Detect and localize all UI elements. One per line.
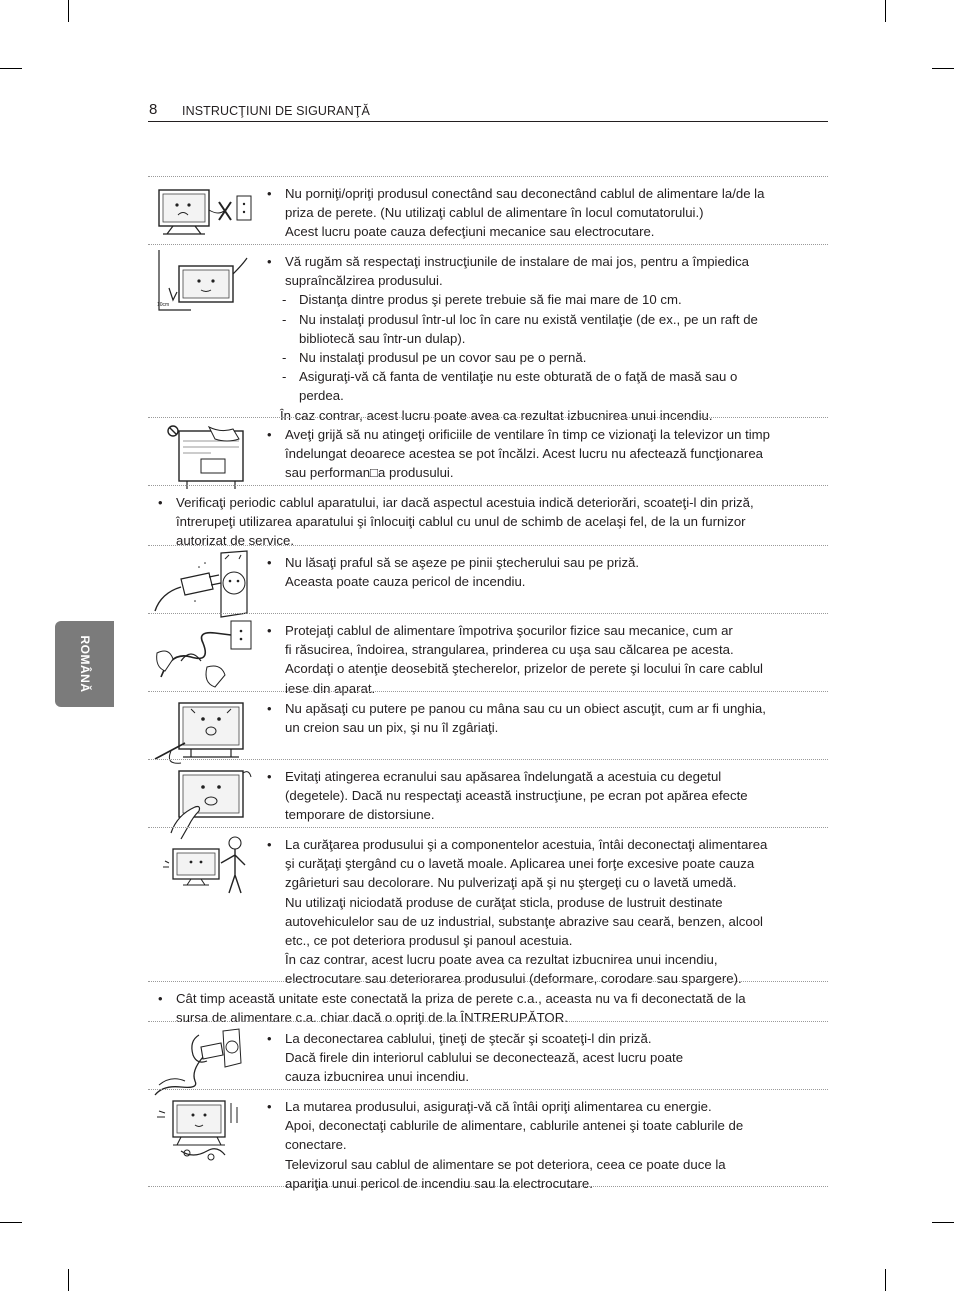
text-line: Apoi, deconectaţi cablurile de alimentare, cablurile antenei şi toate cablurile de [285, 1118, 744, 1134]
text-line: Nu instalaţi produsul într-ul loc în care nu există ventilaţie (de ex., pe un raft de [299, 311, 758, 327]
sub-item: - Nu instalaţi produsul într-ul loc în care nu există ventilaţie (de ex., pe un raft de bibliotecă sau într-un dulap). [285, 310, 820, 348]
text-line: Protejaţi cablul de alimentare împotriva şocurilor fizice sau mecanice, cum ar [285, 623, 733, 638]
sub-item: - Distanţa dintre produs şi perete trebuie să fie mai mare de 10 cm. [285, 290, 820, 309]
crop-mark [0, 1222, 22, 1223]
svg-text:10cm: 10cm [157, 302, 170, 308]
text-line: bibliotecă sau într-un dulap). [299, 330, 466, 346]
text-line: şi curăţaţi ştergând cu o lavetă moale. Aplicarea unei forţe excesive poate cauza [285, 856, 755, 872]
item-text: • La deconectarea cablului, ţineţi de ştecăr şi scoateţi-l din priză. Dacă firele din interiorul cablului se deconectează, acest lucru poate cauza izbucnirea unui incendiu. [285, 1029, 820, 1087]
text-line: fi răsucirea, îndoirea, strangularea, prinderea cu uşa sau călcarea pe acesta. [285, 642, 734, 658]
text-line: supraîncălzirea produsului. [285, 273, 443, 289]
item-text: • Evitaţi atingerea ecranului sau apăsarea îndelungată a acestuia cu degetul (degetele). Dacă nu respectaţi această instrucţiune, pe ecran pot apărea efecte temporare de distorsiune. [285, 767, 820, 825]
crop-mark [885, 1269, 886, 1291]
warning-line: În caz contrar, acest lucru poate avea ca rezultat izbucnirea unui incendiu. [280, 407, 713, 423]
text-line: Nu apăsaţi cu putere pe panou cu mâna sau cu un obiect ascuţit, cum ar fi unghia, [285, 701, 766, 716]
text-line: apariţia unui pericol de incendiu sau la electrocutare. [285, 1175, 593, 1191]
text-line: Nu utilizaţi niciodată produse de curăţat sticla, produse de lustruit destinate [285, 894, 723, 910]
item-text: • Nu porniţi/opriţi produsul conectând sau deconectând cablul de alimentare la/de la priza de perete. (Nu utilizaţi cablul de alimentare în locul comutatorului.) Acest lucru poate cauza defecţiuni mecanice sau electrocutare. [285, 184, 820, 242]
text-line: sau performan□a produsului. [285, 465, 454, 481]
text-line: Cât timp această unitate este conectată la priza de perete c.a., aceasta nu va fi deconectată de la [176, 991, 746, 1006]
text-line: etc., ce pot deteriora produsul şi panoul acestuia. [285, 933, 573, 949]
safety-item [148, 827, 828, 987]
safety-item [148, 244, 828, 423]
text-line: întrerupeţi utilizarea aparatului şi înlocuiţi cablul cu unul de schimb de acelaşi fel, de la un furnizor [176, 514, 746, 530]
safety-item [148, 691, 828, 759]
language-label: ROMÂNĂ [77, 635, 92, 693]
safety-item [148, 759, 828, 827]
text-line: Distanţa dintre produs şi perete trebuie să fie mai mare de 10 cm. [299, 292, 682, 308]
text-line: Asiguraţi-vă că fanta de ventilaţie nu este obturată de o faţă de masă sau o [299, 369, 738, 385]
text-line: priza de perete. (Nu utilizaţi cablul de alimentare în locul comutatorului.) [285, 205, 704, 221]
crop-mark [68, 0, 69, 22]
item-text: • Protejaţi cablul de alimentare împotriva şocurilor fizice sau mecanice, cum ar fi răsucirea, îndoirea, strangularea, prinderea cu uşa sau călcarea pe acesta. Acordaţi o atenţie deosebită ştecherelor, prizelor de perete şi locului în care cablul iese din aparat. [285, 621, 820, 698]
safety-item [148, 417, 828, 485]
text-line: Aveţi grijă să nu atingeţi orificiile de ventilare în timp ce vizionaţi la televizor un timp [285, 427, 770, 442]
text-line: La mutarea produsului, asiguraţi-vă că întâi opriţi alimentarea cu energie. [285, 1099, 712, 1114]
crop-mark [932, 68, 954, 69]
text-line: Nu porniţi/opriţi produsul conectând sau deconectând cablul de alimentare la/de la [285, 186, 765, 201]
text-line: Acordaţi o atenţie deosebită ştecherelor, prizelor de perete şi locului în care cablul [285, 661, 763, 677]
safety-item [148, 485, 828, 549]
sub-item: - Asiguraţi-vă că fanta de ventilaţie nu este obturată de o faţă de masă sau o perdea. [285, 367, 820, 405]
text-line: un creion sau un pix, şi nu îl zgâriaţi. [285, 720, 499, 736]
safety-item [148, 1089, 828, 1191]
text-line: În caz contrar, acest lucru poate avea ca rezultat izbucnirea unui incendiu, [285, 952, 718, 968]
text-line: autorizat de service. [176, 533, 295, 549]
item-text: • La mutarea produsului, asiguraţi-vă că întâi opriţi alimentarea cu energie. Apoi, deconectaţi cablurile de alimentare, cablurile antenei şi toate cablurile de conectare. Televizorul sau cablul de alimentare se pot deteriora, ceea ce poate duce la apariţia unui pericol de incendiu sau la electrocutare. [285, 1097, 820, 1193]
text-line: îndelungat deoarece acestea se pot încălzi. Acest lucru nu afectează funcţionarea [285, 446, 763, 462]
item-text: • Verificaţi periodic cablul aparatului, iar dacă aspectul acestuia indică deteriorări, scoateţi-l din priză, întrerupeţi utilizarea aparatului şi înlocuiţi cablul cu unul de schimb de acelaşi fel, de la un furnizor autorizat de service. [176, 493, 820, 551]
text-line: La deconectarea cablului, ţineţi de ştecăr şi scoateţi-l din priză. [285, 1031, 652, 1046]
text-line: (degetele). Dacă nu respectaţi această instrucţiune, pe ecran pot apărea efecte [285, 788, 748, 804]
page-title: INSTRUCŢIUNI DE SIGURANŢĂ [182, 104, 370, 118]
text-line: cauza izbucnirea unui incendiu. [285, 1069, 470, 1085]
text-line: sursa de alimentare c.a. chiar dacă o opriţi de la ÎNTRERUPĂTOR. [176, 1010, 568, 1026]
text-line: Nu instalaţi produsul pe un covor sau pe o pernă. [299, 350, 587, 366]
page-header [148, 100, 828, 122]
tv-wall-distance-icon [151, 248, 257, 328]
text-line: conectare. [285, 1137, 347, 1153]
text-line: iese din aparat. [285, 680, 376, 696]
item-text: • Aveţi grijă să nu atingeţi orificiile de ventilare în timp ce vizionaţi la televizor un timp îndelungat deoarece acestea se pot încălzi. Acest lucru nu afectează funcţionarea sau performan□a produsului. [285, 425, 820, 483]
item-text: • Cât timp această unitate este conectată la priza de perete c.a., aceasta nu va fi deconectată de la sursa de alimentare c.a. chiar dacă o opriţi de la ÎNTRERUPĂTOR. [176, 989, 820, 1027]
item-text: • Vă rugăm să respectaţi instrucţiunile de instalare de mai jos, pentru a împiedica supraîncălzirea produsului. - Distanţa dintre produs şi perete trebuie să fie mai mare de 10 cm. - Nu instalaţi produsul într-ul loc în care nu există ventilaţie (de ex., pe un raft de bibliotecă sau într-un dulap). - Nu instalaţi produsul pe un covor sau pe o pernă. - Asiguraţi-vă că fanta de ventilaţie nu este obturată de o faţă de masă sau o perdea. În caz contrar, acest lucru poate avea ca rezultat izbucnirea unui incendiu. [285, 252, 820, 425]
text-line: temporare de distorsiune. [285, 807, 435, 823]
text-line: Nu lăsaţi praful să se aşeze pe pinii ştecherului sau pe priză. [285, 555, 640, 570]
crop-mark [932, 1222, 954, 1223]
safety-item [148, 1021, 828, 1089]
safety-item [148, 613, 828, 696]
page-number: 8 [149, 101, 158, 118]
text-line: perdea. [299, 388, 344, 404]
tv-unplug-cables-icon [151, 1093, 257, 1173]
language-tab [55, 621, 114, 707]
text-line: Verificaţi periodic cablul aparatului, iar dacă aspectul acestuia indică deteriorări, scoateţi-l din priză, [176, 495, 754, 510]
crop-mark [68, 1269, 69, 1291]
text-line: zgârieturi sau decolorare. Nu pulverizaţi apă şi nu ştergeţi cu o lavetă umedă. [285, 875, 737, 891]
text-line: La curăţarea produsului şi a componentelor acestuia, întâi deconectaţi alimentarea [285, 837, 768, 852]
safety-item [148, 981, 828, 1026]
crop-mark [885, 0, 886, 22]
safety-item [148, 176, 828, 244]
text-line: autovehiculelor sau de uz industrial, substanţe abrazive sau ceară, benzen, alcool [285, 913, 763, 929]
sub-item: - Nu instalaţi produsul pe un covor sau pe o pernă. [285, 348, 820, 367]
text-line: Acest lucru poate cauza defecţiuni mecanice sau electrocutare. [285, 224, 655, 240]
text-line: Evitaţi atingerea ecranului sau apăsarea îndelungată a acestuia cu degetul [285, 769, 722, 784]
tv-cleaning-icon [151, 831, 257, 911]
twisted-cable-icon [151, 617, 257, 697]
text-line: Vă rugăm să respectaţi instrucţiunile de instalare de mai jos, pentru a împiedica [285, 254, 749, 269]
item-text: • La curăţarea produsului şi a componentelor acestuia, întâi deconectaţi alimentarea şi curăţaţi ştergând cu o lavetă moale. Aplicarea unei forţe excesive poate cauza zgârieturi sau decolorare. Nu pulverizaţi apă şi nu ştergeţi cu o lavetă umedă. Nu utilizaţi niciodată produse de curăţat sticla, produse de lustruit destinate autovehiculelor sau de uz industrial, substanţe abrazive sau ceară, benzen, alcool etc., ce pot deteriora produsul şi panoul acestuia. În caz contrar, acest lucru poate avea ca rezultat izbucnirea unui incendiu, electrocutare sau deteriorarea produsului (deformare, corodare sau spargere). [285, 835, 820, 989]
text-line: electrocutare sau deteriorarea produsului (deformare, corodare sau spargere). [285, 971, 742, 987]
text-line: Aceasta poate cauza pericol de incendiu. [285, 574, 526, 590]
item-text: • Nu apăsaţi cu putere pe panou cu mâna sau cu un obiect ascuţit, cum ar fi unghia, un creion sau un pix, şi nu îl zgâriaţi. [285, 699, 820, 737]
text-line: Dacă firele din interiorul cablului se deconectează, acest lucru poate [285, 1050, 684, 1066]
text-line: Televizorul sau cablul de alimentare se pot deteriora, ceea ce poate duce la [285, 1156, 726, 1172]
safety-item [148, 545, 828, 613]
crop-mark [0, 68, 22, 69]
item-text: • Nu lăsaţi praful să se aşeze pe pinii ştecherului sau pe priză. Aceasta poate cauza pericol de incendiu. [285, 553, 820, 591]
